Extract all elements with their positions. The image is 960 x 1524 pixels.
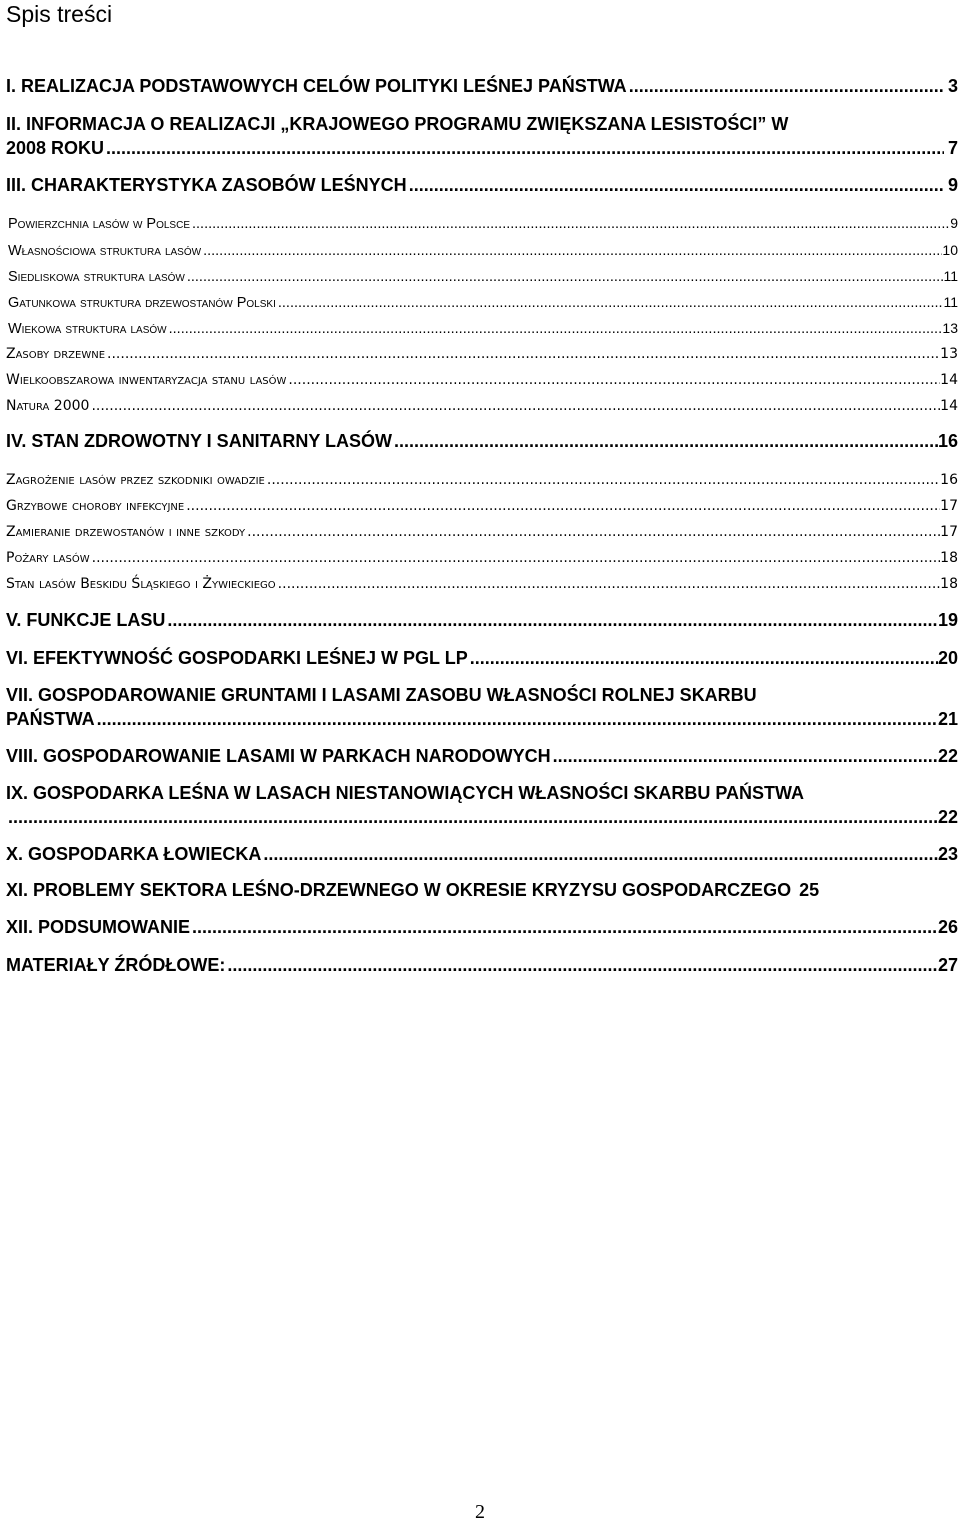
toc-subentry[interactable] xyxy=(6,496,958,516)
toc-entry-label: Siedliskowa struktura lasów xyxy=(8,269,185,285)
toc-entry-label: 2008 ROKU xyxy=(6,138,105,158)
toc-entry-page: 20 xyxy=(937,648,958,668)
leader-dots xyxy=(629,75,944,97)
toc-entry-label: Pożary lasów xyxy=(6,550,90,566)
toc-entry-page: 18 xyxy=(940,576,958,592)
toc-entry-chapter-7[interactable] xyxy=(6,708,958,730)
toc-entry-chapter-11[interactable] xyxy=(6,879,958,901)
toc-entry-label: X. GOSPODARKA ŁOWIECKA xyxy=(6,844,262,864)
toc-entry-page: 16 xyxy=(937,431,958,451)
toc-entry-page: 13 xyxy=(942,320,958,336)
toc-entry-page: 26 xyxy=(937,917,958,937)
toc-subentry[interactable] xyxy=(6,240,958,261)
leader-dots xyxy=(169,319,943,339)
toc-entry-page: 27 xyxy=(937,955,958,975)
toc-entry-label: Stan lasów Beskidu Śląskiego i Żywieckiego xyxy=(6,576,276,592)
leader-dots xyxy=(247,522,940,542)
toc-subentry[interactable] xyxy=(6,344,958,364)
toc-entry-label: Grzybowe choroby infekcyjne xyxy=(6,498,185,514)
toc-entry-chapter-2-line1[interactable]: II. INFORMACJA O REALIZACJI „KRAJOWEGO PROGRAMU ZWIĘKSZANA LESISTOŚCI” W xyxy=(6,114,789,134)
toc-entry-page: 16 xyxy=(940,472,958,488)
leader-dots xyxy=(263,843,938,865)
leader-dots xyxy=(167,609,938,631)
toc-subentry[interactable] xyxy=(6,470,958,490)
leader-dots xyxy=(106,137,944,159)
toc-entry-page: 17 xyxy=(940,498,958,514)
toc-entry-label: V. FUNKCJE LASU xyxy=(6,610,166,630)
toc-entry-label: XII. PODSUMOWANIE xyxy=(6,917,191,937)
toc-entry-page: 25 xyxy=(799,880,820,900)
toc-entry-label: VI. EFEKTYWNOŚĆ GOSPODARKI LEŚNEJ W PGL LP xyxy=(6,648,468,668)
toc-entry-page: 13 xyxy=(940,346,958,362)
toc-entry-chapter-5[interactable] xyxy=(6,609,958,631)
toc-entry-sources[interactable] xyxy=(6,954,958,976)
toc-entry-chapter-12[interactable] xyxy=(6,916,958,938)
toc-entry-page: 9 xyxy=(950,215,958,231)
leader-dots xyxy=(192,916,938,938)
toc-entry-page: 18 xyxy=(940,550,958,566)
toc-entry-page: 14 xyxy=(940,398,958,414)
toc-entry-label: VIII. GOSPODAROWANIE LASAMI W PARKACH NARODOWYCH xyxy=(6,746,551,766)
toc-subentry[interactable] xyxy=(6,213,958,234)
toc-entry-label: Wielkoobszarowa inwentaryzacja stanu lasów xyxy=(6,372,287,388)
toc-entry-label: Zagrożenie lasów przez szkodniki owadzie xyxy=(6,472,265,488)
toc-subentry[interactable] xyxy=(6,266,958,287)
toc-entry-page: 23 xyxy=(937,844,958,864)
toc-entry-chapter-7-line1[interactable]: VII. GOSPODAROWANIE GRUNTAMI I LASAMI ZASOBU WŁASNOŚCI ROLNEJ SKARBU xyxy=(6,685,757,705)
leader-dots xyxy=(227,954,938,976)
leader-dots xyxy=(91,396,940,416)
toc-entry-page: 22 xyxy=(937,746,958,766)
toc-subentry[interactable] xyxy=(6,292,958,313)
toc-entry-page: 19 xyxy=(937,610,958,630)
toc-entry-chapter-6[interactable] xyxy=(6,647,958,669)
toc-entry-label: MATERIAŁY ŹRÓDŁOWE: xyxy=(6,955,226,975)
leader-dots xyxy=(8,806,938,828)
toc-entry-label: Powierzchnia lasów w Polsce xyxy=(8,216,190,232)
toc-entry-label: Zasoby drzewne xyxy=(6,346,106,362)
toc-subentry[interactable] xyxy=(6,574,958,594)
toc-entry-label: Wiekowa struktura lasów xyxy=(8,321,167,337)
toc-entry-label: IV. STAN ZDROWOTNY I SANITARNY LASÓW xyxy=(6,431,393,451)
toc-entry-page: 11 xyxy=(943,294,958,310)
toc-entry-label: Natura 2000 xyxy=(6,398,90,414)
leader-dots xyxy=(203,241,942,261)
toc-subentry[interactable] xyxy=(6,370,958,390)
leader-dots xyxy=(97,708,938,730)
toc-entry-page: 22 xyxy=(937,807,958,827)
toc-entry-label: III. CHARAKTERYSTYKA ZASOBÓW LEŚNYCH xyxy=(6,175,407,195)
toc-entry-chapter-10[interactable] xyxy=(6,843,958,865)
leader-dots xyxy=(192,214,950,234)
toc-entry-chapter-9-line1[interactable]: IX. GOSPODARKA LEŚNA W LASACH NIESTANOWIĄCYCH WŁASNOŚCI SKARBU PAŃSTWA xyxy=(6,783,805,803)
toc-entry-chapter-2[interactable] xyxy=(6,137,958,159)
toc-entry-page: 3 xyxy=(947,76,958,96)
toc-entry-page: 14 xyxy=(940,372,958,388)
leader-dots xyxy=(267,470,940,490)
toc-entry-label: PAŃSTWA xyxy=(6,709,95,729)
toc-entry-page: 7 xyxy=(947,138,958,158)
toc-entry-label: Zamieranie drzewostanów i inne szkody xyxy=(6,524,246,540)
toc-entry-page: 17 xyxy=(940,524,958,540)
toc-entry-label: XI. PROBLEMY SEKTORA LEŚNO-DRZEWNEGO W OKRESIE KRYZYSU GOSPODARCZEGO xyxy=(6,880,792,900)
page-number: 2 xyxy=(475,1501,485,1523)
toc-entry-label: I. REALIZACJA PODSTAWOWYCH CELÓW POLITYKI LEŚNEJ PAŃSTWA xyxy=(6,76,627,96)
leader-dots xyxy=(107,344,940,364)
leader-dots xyxy=(394,430,938,452)
toc-entry-page: 11 xyxy=(943,268,958,284)
leader-dots xyxy=(278,574,941,594)
leader-dots xyxy=(470,647,938,669)
toc-entry-page: 21 xyxy=(937,709,958,729)
leader-dots xyxy=(278,293,944,313)
toc-subentry[interactable] xyxy=(6,522,958,542)
toc-entry-chapter-8[interactable] xyxy=(6,745,958,767)
toc-entry-page: 9 xyxy=(947,175,958,195)
leader-dots xyxy=(92,548,941,568)
toc-entry-chapter-1[interactable] xyxy=(6,75,958,97)
toc-subentry[interactable] xyxy=(6,548,958,568)
toc-entry-chapter-9[interactable] xyxy=(6,806,958,828)
toc-subentry[interactable] xyxy=(6,396,958,416)
leader-dots xyxy=(288,370,940,390)
leader-dots xyxy=(409,174,944,196)
leader-dots xyxy=(553,745,938,767)
toc-entry-chapter-3[interactable] xyxy=(6,174,958,196)
leader-dots xyxy=(187,267,944,287)
toc-entry-label: Gatunkowa struktura drzewostanów Polski xyxy=(8,295,276,311)
toc-entry-page: 10 xyxy=(942,242,958,258)
toc-entry-chapter-4[interactable] xyxy=(6,430,958,452)
leader-dots xyxy=(186,496,940,516)
toc-subentry[interactable] xyxy=(6,318,958,339)
toc-title: Spis treści xyxy=(6,1,113,27)
toc-entry-label: Własnościowa struktura lasów xyxy=(8,243,202,259)
